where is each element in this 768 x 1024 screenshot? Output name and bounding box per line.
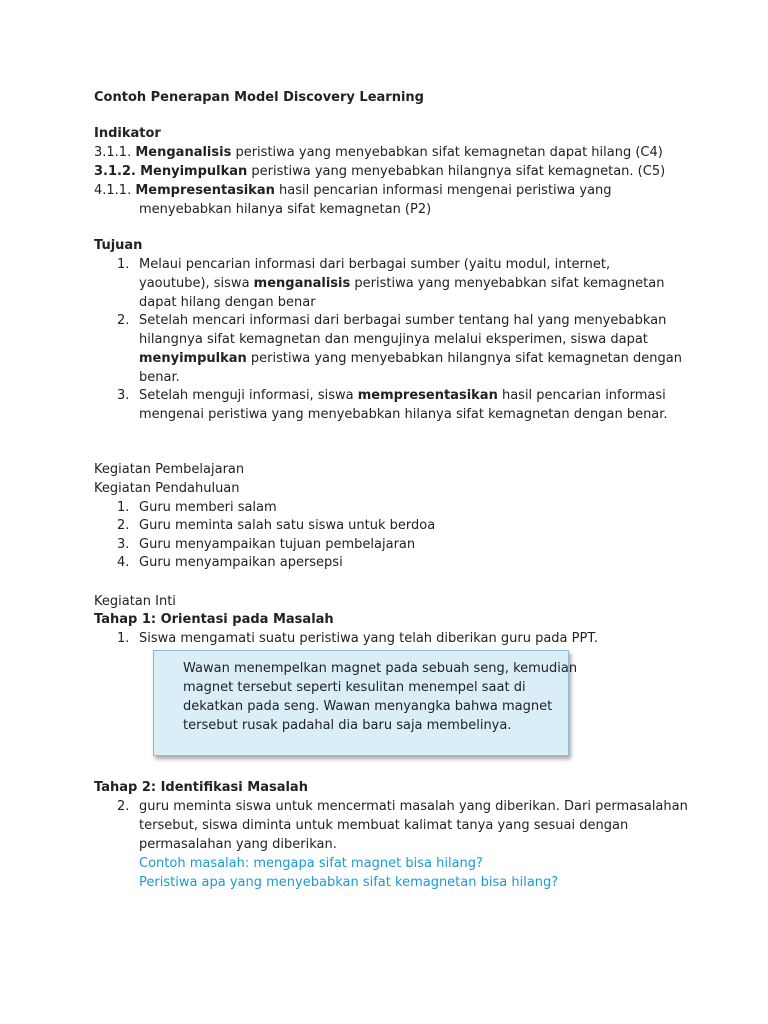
inti-heading: Kegiatan Inti [94,594,176,609]
list-item: Siswa mengamati suatu peristiwa yang telah diberikan guru pada PPT. [139,631,598,646]
tujuan-item-line: Melaui pencarian informasi dari berbagai sumber (yaitu modul, internet, [139,257,611,272]
list-number: 2. [117,313,130,328]
textbox-line: magnet tersebut seperti kesulitan menempel saat di [183,680,526,695]
tujuan-item-line: Setelah menguji informasi, siswa mempresentasikan hasil pencarian informasi [139,388,666,403]
indikator-heading: Indikator [94,126,161,141]
indikator-item: 4.1.1. Mempresentasikan hasil pencarian informasi mengenai peristiwa yang [94,183,612,198]
list-number: 2. [117,518,130,533]
tujuan-item-line: yaoutube), siswa menganalisis peristiwa yang menyebabkan sifat kemagnetan [139,276,665,291]
list-item: Guru meminta salah satu siswa untuk berdoa [139,518,436,533]
tujuan-item-line: hilangnya sifat kemagnetan dan mengujinya melalui eksperimen, siswa dapat [139,332,648,347]
indikator-item-continuation: menyebabkan hilanya sifat kemagnetan (P2) [139,202,432,217]
list-item-line: tersebut, siswa diminta untuk membuat kalimat tanya yang sesuai dengan [139,818,629,833]
list-item: Guru menyampaikan tujuan pembelajaran [139,537,416,552]
textbox-line: dekatkan pada seng. Wawan menyangka bahwa magnet [183,699,553,714]
list-number: 3. [117,388,130,403]
list-number: 2. [117,799,130,814]
pendahuluan-heading: Kegiatan Pendahuluan [94,481,240,496]
list-item-line: permasalahan yang diberikan. [139,837,337,852]
list-number: 3. [117,537,130,552]
tujuan-item-line: dapat hilang dengan benar [139,295,316,310]
textbox-line: Wawan menempelkan magnet pada sebuah seng, kemudian [183,661,578,676]
list-number: 1. [117,631,130,646]
tujuan-item-line: benar. [139,370,180,385]
tahap2-heading: Tahap 2: Identifikasi Masalah [94,780,308,795]
indikator-item: 3.1.1. Menganalisis peristiwa yang menyebabkan sifat kemagnetan dapat hilang (C4) [94,145,663,160]
textbox-line: tersebut rusak padahal dia baru saja membelinya. [183,718,512,733]
list-number: 1. [117,500,130,515]
list-number: 1. [117,257,130,272]
list-item: Guru memberi salam [139,500,277,515]
list-item-line: guru meminta siswa untuk mencermati masalah yang diberikan. Dari permasalahan [139,799,688,814]
tujuan-item-line: mengenai peristiwa yang menyebabkan hilanya sifat kemagnetan dengan benar. [139,407,668,422]
tahap1-heading: Tahap 1: Orientasi pada Masalah [94,612,334,627]
problem-textbox [153,650,578,756]
example-question: Contoh masalah: mengapa sifat magnet bisa hilang? [139,856,483,871]
tujuan-item-line: Setelah mencari informasi dari berbagai sumber tentang hal yang menyebabkan [139,313,667,328]
tujuan-heading: Tujuan [94,238,143,253]
list-number: 4. [117,555,130,570]
kegiatan-heading: Kegiatan Pembelajaran [94,462,245,477]
indikator-item: 3.1.2. Menyimpulkan peristiwa yang menyebabkan hilangnya sifat kemagnetan. (C5) [94,164,666,179]
document-title: Contoh Penerapan Model Discovery Learning [94,90,424,105]
list-item: Guru menyampaikan apersepsi [139,555,343,570]
example-question: Peristiwa apa yang menyebabkan sifat kemagnetan bisa hilang? [139,875,559,890]
tujuan-item-line: menyimpulkan peristiwa yang menyebabkan hilangnya sifat kemagnetan dengan [139,351,683,366]
